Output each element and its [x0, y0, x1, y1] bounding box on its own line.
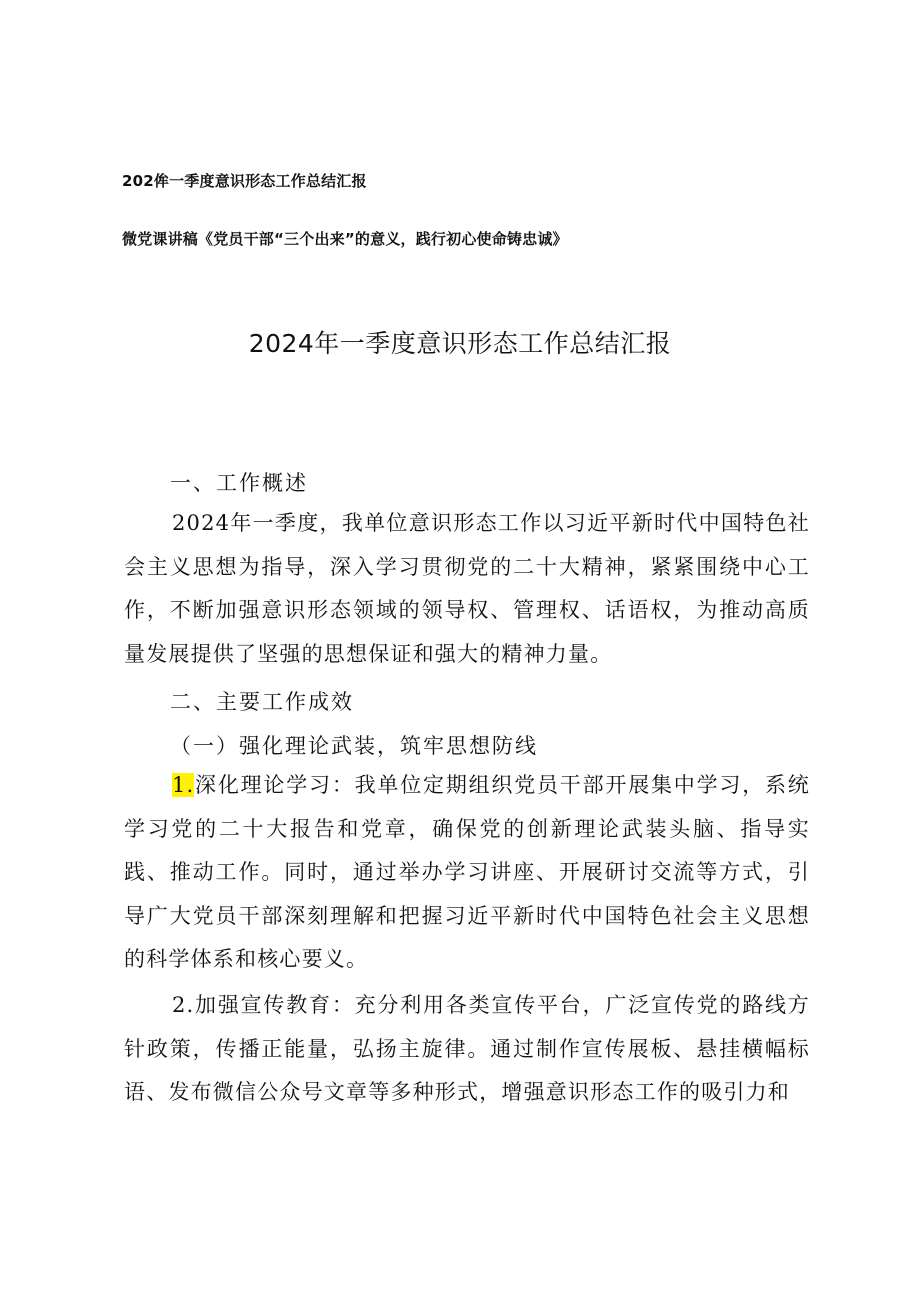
toc-line-2[interactable]: 微党课讲稿《党员干部“三个出来”的意义，践行初心使命铸忠诚》 [122, 230, 568, 248]
section1-heading: 一、工作概述 [170, 471, 308, 495]
item1-paragraph [124, 764, 810, 982]
item1-number-highlight: 1. [172, 773, 195, 797]
section2-heading: 二、主要工作成效 [170, 690, 354, 714]
item2-paragraph: 2.加强宣传教育：充分利用各类宣传平台，广泛宣传党的路线方针政策，传播正能量，弘扬主旋律。通过制作宣传展板、悬挂横幅标语、发布微信公众号文章等多种形式，增强意识形态工作的吸引力和 [124, 993, 810, 1104]
toc-line-1[interactable]: 202侔一季度意识形态工作总结汇报 [122, 172, 367, 190]
subsection1-heading: （一）强化理论武装，筑牢思想防线 [170, 734, 538, 758]
item1-text: 深化理论学习：我单位定期组织党员干部开展集中学习，系统学习党的二十大报告和党章，确保党的创新理论武装头脑、指导实践、推动工作。同时，通过举办学习讲座、开展研讨交流等方式，引导广大党员干部深刻理解和把握习近平新时代中国特色社会主义思想的科学体系和核心要义。 [124, 773, 810, 971]
document-title: 2024年一季度意识形态工作总结汇报 [248, 329, 672, 358]
section1-paragraph: 2024年一季度，我单位意识形态工作以习近平新时代中国特色社会主义思想为指导，深入学习贯彻党的二十大精神，紧紧围绕中心工作，不断加强意识形态领域的领导权、管理权、话语权，为推动高质量发展提供了坚强的思想保证和强大的精神力量。 [124, 511, 810, 666]
